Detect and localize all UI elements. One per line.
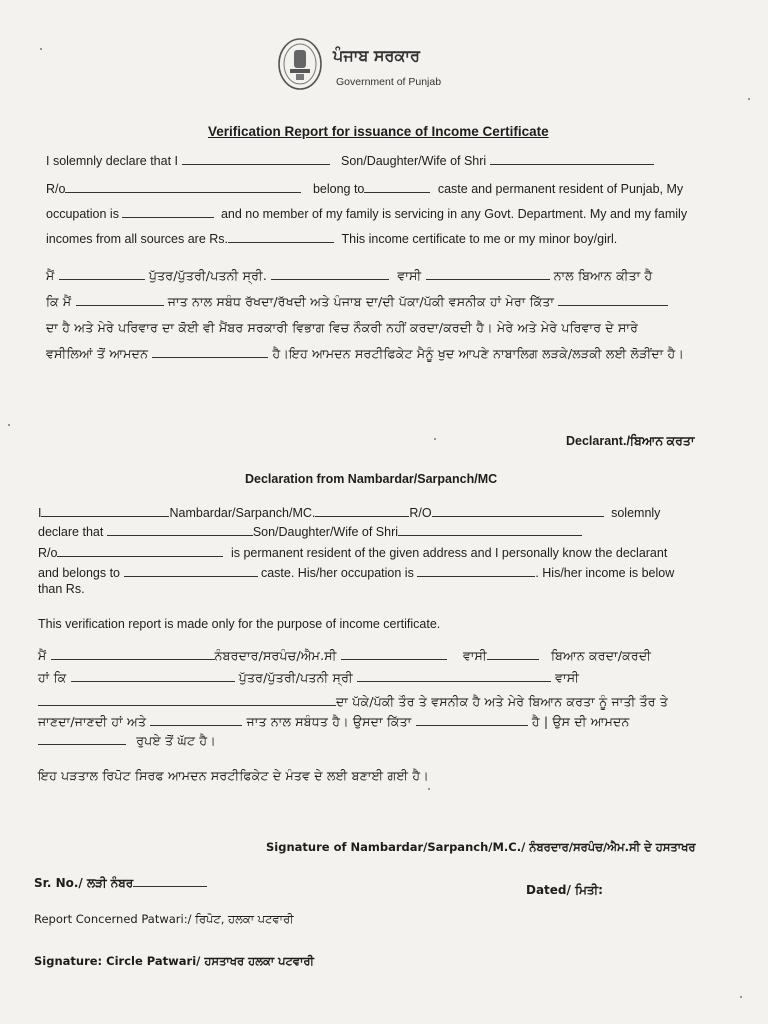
s2-purpose: This verification report is made only for the purpose of income certificate. xyxy=(38,617,441,631)
s1-line1: I solemnly declare that I Son/Daughter/Wife of Shri xyxy=(46,154,654,168)
s2-pa-line5: ਰੁਪਏ ਤੋਂ ਘੱਟ ਹੈ। xyxy=(38,733,216,749)
document-title: Verification Report for issuance of Income Certificate xyxy=(208,124,549,139)
s2-line2: declare that Son/Daughter/Wife of Shri xyxy=(38,525,582,539)
declarant-label: Declarant./ਬਿਆਨ ਕਰਤਾ xyxy=(566,434,695,448)
s1-pa-line3: ਦਾ ਹੈ ਅਤੇ ਮੇਰੇ ਪਰਿਵਾਰ ਦਾ ਕੋਈ ਵੀ ਮੈਂਬਰ ਸਰਕਾਰੀ ਵਿਭਾਗ ਵਿਚ ਨੌਕਰੀ ਨਹੀਂ ਕਰਦਾ/ਕਰਦੀ ਹੈ। ਮੇਰੇ ਅਤੇ ਮੇਰੇ ਪਰਿਵਾਰ ਦੇ ਸਾਰੇ xyxy=(46,320,639,335)
punjab-emblem-icon xyxy=(276,36,324,92)
s1-pa-line4: ਵਸੀਲਿਆਂ ਤੋਂ ਆਮਦਨ ਹੈ।ਇਹ ਆਮਦਨ ਸਰਟੀਫਿਕੇਟ ਮੈਨੂੰ ਖੁਦ ਆਪਣੇ ਨਾਬਾਲਿਗ ਲੜਕੇ/ਲੜਕੀ ਲਈ ਲੋੜੀਂਦਾ ਹੈ। xyxy=(46,346,685,361)
s2-line1: I Nambardar/Sarpanch/MC. R/O solemnly xyxy=(38,506,661,520)
header-english: Government of Punjab xyxy=(336,76,442,88)
s2-pa-line2: ਹਾਂ ਕਿ ਪੁੱਤਰ/ਪੁੱਤਰੀ/ਪਤਨੀ ਸ੍ਰੀ ਵਾਸੀ xyxy=(38,670,580,685)
scan-speck xyxy=(434,438,436,440)
section2-heading: Declaration from Nambardar/Sarpanch/MC xyxy=(245,472,498,486)
s1-pa-line1: ਮੈਂ ਪੁੱਤਰ/ਪੁੱਤਰੀ/ਪਤਨੀ ਸ੍ਰੀ. ਵਾਸੀ ਨਾਲ ਬਿਆਨ ਕੀਤਾ ਹੈ xyxy=(46,268,653,283)
scan-speck xyxy=(40,48,42,50)
s2-pa-line4: ਜਾਣਦਾ/ਜਾਣਦੀ ਹਾਂ ਅਤੇ ਜਾਤ ਨਾਲ ਸਬੰਧਤ ਹੈ। ਉਸਦਾ ਕਿੱਤਾ ਹੈ | ਉਸ ਦੀ ਆਮਦਨ xyxy=(38,714,630,729)
circle-patwari-signature: Signature: Circle Patwari/ ਹਸਤਾਖਰ ਹਲਕਾ ਪਟਵਾਰੀ xyxy=(34,954,314,968)
s2-line4: and belongs to caste. His/her occupation is . His/her income is below xyxy=(38,566,675,580)
serial-number: Sr. No./ ਲੜੀ ਨੰਬਰ xyxy=(34,876,207,891)
s1-pa-line2: ਕਿ ਮੈਂ ਜਾਤ ਨਾਲ ਸਬੰਧ ਰੱਖਦਾ/ਰੱਖਦੀ ਅਤੇ ਪੰਜਾਬ ਦਾ/ਦੀ ਪੱਕਾ/ਪੱਕੀ ਵਸਨੀਕ ਹਾਂ ਮੇਰਾ ਕਿੱਤਾ xyxy=(46,294,668,310)
s2-line3: R/o is permanent resident of the given address and I personally know the declarant xyxy=(38,546,668,560)
s2-pa-line1: ਮੈਂ ਨੰਬਰਦਾਰ/ਸਰਪੰਚ/ਐਮ.ਸੀ ਵਾਸੀ ਬਿਆਨ ਕਰਦਾ/ਕਰਦੀ xyxy=(38,648,652,663)
dated-label: Dated/ ਮਿਤੀ: xyxy=(526,883,603,897)
header-punjabi: ਪੰਜਾਬ ਸਰਕਾਰ xyxy=(333,46,420,65)
scan-speck xyxy=(748,98,750,100)
scan-speck xyxy=(8,424,10,426)
nambardar-signature-label: Signature of Nambardar/Sarpanch/M.C./ ਨੰਬਰਦਾਰ/ਸਰਪੰਚ/ਐਮ.ਸੀ ਦੇ ਹਸਤਾਖਰ xyxy=(266,840,696,854)
s1-line2: R/o belong to caste and permanent resident of Punjab, My xyxy=(46,182,684,196)
s2-pa-line3: ਦਾ ਪੱਕੇ/ਪੱਕੀ ਤੌਰ ਤੇ ਵਸਨੀਕ ਹੈ ਅਤੇ ਮੇਰੇ ਬਿਆਨ ਕਰਤਾ ਨੂੰ ਜਾਤੀ ਤੌਰ ਤੇ xyxy=(38,694,668,710)
s2-line5: than Rs. xyxy=(38,582,85,596)
scan-speck xyxy=(428,788,430,790)
s1-line4: incomes from all sources are Rs. This income certificate to me or my minor boy/girl. xyxy=(46,232,618,246)
scan-speck xyxy=(740,996,742,998)
report-patwari: Report Concerned Patwari:/ ਰਿਪੋਟ, ਹਲਕਾ ਪਟਵਾਰੀ xyxy=(34,912,294,926)
s2-pa-purpose: ਇਹ ਪੜਤਾਲ ਰਿਪੋਟ ਸਿਰਫ ਆਮਦਨ ਸਰਟੀਫਿਕੇਟ ਦੇ ਮੰਤਵ ਦੇ ਲਈ ਬਣਾਈ ਗਈ ਹੈ। xyxy=(38,768,429,783)
s1-line3: occupation is and no member of my family is servicing in any Govt. Department. My and my family xyxy=(46,207,688,221)
